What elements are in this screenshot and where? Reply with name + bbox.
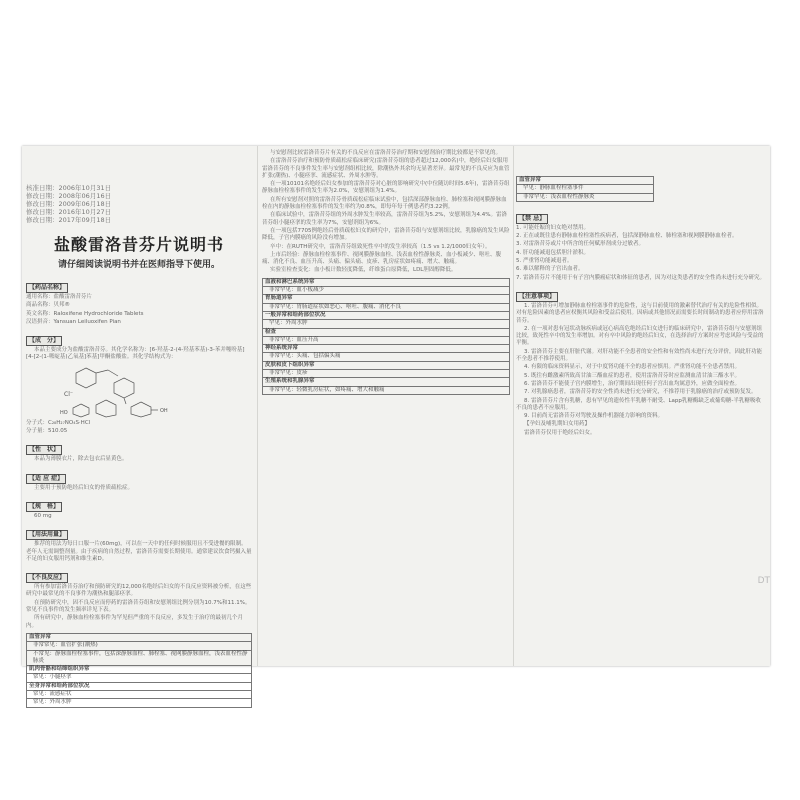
- table-row: [263, 287, 510, 295]
- table-category-cell: 血管异常: [27, 633, 252, 641]
- precaution-paragraph: 6. 雷洛昔芬不能使子宫内膜增生，治疗期间出现任何子宫出血均属意外，应做全面检查。: [524, 380, 740, 387]
- column-3: [516, 146, 766, 666]
- drug-name-line: 汉语拼音：Yansuan Leiluoxifen Pian: [26, 318, 121, 325]
- table-row: [263, 345, 510, 353]
- precaution-paragraph: 2. 在一项对患有冠状动脉疾病或冠心病高危绝经后妇女进行的临床研究中，雷洛昔芬组与安慰剂组比较，致死性卒中的发生率增加。对有卒中风险的绝经后妇女，在选择治疗方案时应考虑风险与受益的平衡。: [516, 325, 764, 347]
- table-row: [27, 691, 252, 699]
- table-row: [263, 361, 510, 369]
- table-category-cell: 一般异常和给药部位状况: [263, 311, 510, 319]
- contraindication-item: 7. 雷洛昔芬片不能用于有子宫内膜癌症状和体征的患者，因为对这类患者的安全性尚未进行充分研究。: [516, 274, 765, 281]
- precaution-paragraph: 【孕妇及哺乳期妇女用药】: [524, 421, 591, 428]
- document-title: 盐酸雷洛昔芬片说明书: [53, 235, 224, 254]
- adverse-paragraph: 所有参加雷洛昔芬治疗和预防研究的12,000名绝经后妇女的不良反应资料被分析，在这些研究中最常见的不良事件为潮热和腿部痉挛。: [26, 584, 252, 598]
- adverse-paragraph: 所有研究中，静脉血栓栓塞事件为罕见但严重的不良反应，多发生于治疗的最初几个月内。: [26, 615, 244, 629]
- table-row: [263, 295, 510, 303]
- precaution-paragraph: 7. 对乳腺癌患者，雷洛昔芬的安全性尚未进行充分研究，不推荐用于乳腺癌的治疗或预防复发。: [524, 389, 757, 396]
- contraindication-item: 1. 可能妊娠的妇女绝对禁用。: [516, 224, 589, 231]
- table-cell: 常见：小腿痉挛: [27, 674, 252, 682]
- table-row: [27, 682, 252, 690]
- table-cell: 非常罕见：血小板减少: [263, 287, 510, 295]
- table-row: [263, 370, 510, 378]
- adverse-paragraph: 在一项10101名绝经后妇女参加的雷洛昔芬对心脏的影响研究中(中位随访时间5.6年)，雷洛昔芬组静脉血栓栓塞事件的发生率为2.0%，安慰剂组为1.4%。: [262, 181, 510, 195]
- table-cell: 常见：外周水肿: [27, 699, 252, 707]
- table-category-cell: 检查: [263, 328, 510, 336]
- table-category-cell: 胃肠道异常: [263, 295, 510, 303]
- table-category-cell: 皮肤和皮下组织异常: [263, 361, 510, 369]
- table-cell: 非常罕见：血压升高: [263, 336, 510, 344]
- contraindication-item: 2. 正在或既往患有静脉血栓栓塞性疾病者，包括深静脉血栓、肺栓塞和视网膜静脉血栓者。: [516, 233, 738, 240]
- formula-line: 分子量：510.05: [26, 428, 68, 435]
- hydroxyl-label-left: HO: [60, 409, 68, 416]
- table-row: [517, 185, 654, 193]
- table-row: [263, 320, 510, 328]
- table-cell: 罕见：静脉血栓栓塞事件: [517, 185, 654, 193]
- adverse-text-block: [26, 584, 252, 630]
- revision-date: 核准日期：2006年10月31日: [26, 184, 112, 192]
- revision-date: 修改日期：2009年06月18日: [26, 200, 112, 208]
- table-row: [263, 378, 510, 386]
- table-category-cell: 生殖系统和乳腺异常: [263, 378, 510, 386]
- table-row: [517, 177, 654, 185]
- precaution-paragraph: 3. 雷洛昔芬主要在肝脏代谢。对肝功能不全患者的安全性和有效性尚未进行充分评价，因此肝功能不全患者不推荐使用。: [516, 348, 762, 363]
- table-row: [263, 278, 510, 286]
- section-adverse-header: 【不良反应】: [26, 573, 68, 583]
- table-row: [27, 633, 252, 641]
- contraindication-item: 6. 难以解释的子宫出血者。: [516, 266, 584, 273]
- adverse-paragraph: 实验室检查变化：血小板计数轻度降低，纤维蛋白原降低，LDL胆固醇降低。: [270, 267, 457, 274]
- precaution-paragraph: 5. 既往有雌激素所致高甘油三酯血症的患者，使用雷洛昔芬时应监测血清甘油三酯水平。: [524, 372, 740, 379]
- fold-line: [513, 146, 514, 666]
- table-row: [27, 642, 252, 650]
- table-cell: 非常罕见：胃肠道症状如恶心、呕吐、腹痛、消化不良: [263, 303, 510, 311]
- contraindication-item: 4. 肝功能减退包括胆汁淤积。: [516, 249, 589, 256]
- table-row: [263, 386, 510, 394]
- precaution-paragraph: 9. 目前尚无雷洛昔芬对驾驶及操作机器能力影响的资料。: [524, 413, 663, 420]
- hydroxyl-label: OH: [160, 407, 168, 414]
- precaution-paragraph: 1. 雷洛昔芬可增加静脉血栓栓塞事件的危险性，这与目前使用的激素替代治疗有关的危险性相似。对有危险因素的患者应权衡其风险和受益后使用。因病或其他情况而需要长时间制动的患者应停用雷洛昔芬。: [516, 302, 764, 324]
- adverse-paragraph: 在雷洛昔芬治疗和预防骨质疏松症临床研究(雷洛昔芬组的患者超过12,000名)中，绝经后妇女服用雷洛昔芬的不良事件发生率与安慰剂组相比较，除潮热外其余均无显著差异。最常见的不良反应为血管扩张(潮热)、小腿痉挛、流感症状、外周水肿等。: [262, 158, 510, 179]
- adverse-table-1: [26, 633, 252, 708]
- drug-name-line: 商品名称：贝邦®: [26, 302, 71, 309]
- table-cell: 非常罕见：浅表血栓性静脉炎: [517, 193, 654, 201]
- table-cell: 常见：流感症状: [27, 691, 252, 699]
- section-description-header: 【性 状】: [26, 445, 62, 455]
- table-category-cell: 肌肉骨骼和结缔组织异常: [27, 666, 252, 674]
- adverse-paragraph: 卒中：在RUTH研究中，雷洛昔芬组致死性卒中的发生率较高（1.5 vs 1.2/1000妇女年）。: [270, 243, 491, 250]
- precaution-paragraph: 4. 有限的临床资料显示，对于中度肾功能不全的患者应慎用。严重肾功能不全患者禁用。: [524, 364, 740, 371]
- table-row: [517, 193, 654, 201]
- ingredient-text: 本品主要成分为盐酸雷洛昔芬。其化学名称为：[6-羟基-2-(4-羟基苯基)-3-苯并噻吩基][4-[2-(1-哌啶基)乙氧基]苯基]甲酮盐酸盐。其化学结构式为：: [26, 347, 245, 361]
- table-row: [27, 699, 252, 707]
- revision-date: 修改日期：2016年10月27日: [26, 208, 112, 216]
- section-ingredients-header: 【成 分】: [26, 336, 62, 346]
- adverse-paragraph: 在临床试验中，雷洛昔芬组的外周水肿发生率较高，雷洛昔芬组为5.2%，安慰剂组为4.4%。雷洛昔芬组小腿痉挛的发生率为7%，安慰剂组为6%。: [262, 212, 507, 226]
- contraindication-item: 5. 严重肾功能减退者。: [516, 258, 573, 265]
- indications-text: 主要用于预防绝经后妇女的骨质疏松症。: [34, 484, 134, 491]
- drug-name-block: [26, 294, 252, 326]
- table-row: [27, 674, 252, 682]
- adverse-paragraph: 在预防研究中，因不良反应而停药的雷洛昔芬组和安慰剂组比例分别为10.7%和11.1%。常见不良事件的发生频率详见下表。: [26, 599, 251, 614]
- precaution-paragraph: 雷洛昔芬仅用于绝经后妇女。: [524, 429, 596, 436]
- table-cell: 非常罕见：头痛、包括偏头痛: [263, 353, 510, 361]
- section-spec-header: 【规 格】: [26, 502, 62, 512]
- table-category-cell: 血液和淋巴系统异常: [263, 278, 510, 286]
- spec-text: 60 mg: [34, 512, 52, 519]
- column-2: [262, 146, 510, 666]
- table-category-cell: 血管异常: [517, 177, 654, 185]
- table-row: [27, 650, 252, 666]
- adverse-paragraph: 与安慰剂比较雷洛昔芬片有关的不良反应在雷洛昔芬治疗期和安慰剂治疗期比较都是不常见的。: [270, 150, 502, 156]
- formula-line: 分子式：C₂₈H₂₇NO₄S·HCl: [26, 419, 91, 426]
- revision-date: 修改日期：2008年06月16日: [26, 192, 112, 200]
- drug-name-line: 通用名称：盐酸雷洛昔芬片: [26, 294, 93, 300]
- table-row: [27, 666, 252, 674]
- section-indications-header: 【适 应 症】: [26, 474, 66, 484]
- adverse-paragraph: 在一项包括7705例绝经后骨质疏松妇女的研究中，雷洛昔芬组与安慰剂组比较，乳腺癌的发生风险降低，子宫内膜癌的风险没有增加。: [262, 227, 510, 242]
- table-row: [263, 328, 510, 336]
- revision-dates: [26, 184, 252, 224]
- section-precautions-header: 【注意事项】: [516, 292, 558, 302]
- table-row: [263, 303, 510, 311]
- table-category-cell: 全身异常和给药部位状况: [27, 682, 252, 690]
- package-insert-sheet: [22, 146, 770, 706]
- chemical-structure: [26, 364, 252, 418]
- table-cell: 罕见：外周水肿: [263, 320, 510, 328]
- structure-diagram: [26, 364, 252, 418]
- table-row: [263, 311, 510, 319]
- revision-date: 修改日期：2017年09月18日: [26, 216, 112, 224]
- drug-name-line: 英文名称：Raloxifene Hydrochloride Tablets: [26, 310, 144, 317]
- precaution-paragraph: 8. 雷洛昔芬片含有乳糖，患有罕见的遗传性半乳糖不耐受、Lapp乳糖酶缺乏或葡萄糖-半乳糖吸收不良的患者不应服用。: [516, 397, 761, 411]
- section-contra-header: 【禁 忌】: [516, 214, 548, 224]
- adverse-paragraph: 上市后经验：静脉血栓栓塞事件、视网膜静脉血栓、浅表血栓性静脉炎、血小板减少、呕吐、腹痛、消化不良、血压升高、头痛、偏头痛、皮疹、乳房症状如疼痛、增大、触痛。: [262, 251, 502, 266]
- table-cell: 不常见：静脉血栓栓塞事件，包括深静脉血栓、肺栓塞、视网膜静脉血栓，浅表血栓性静脉炎: [27, 650, 252, 666]
- document-subtitle: 请仔细阅读说明书并在医师指导下使用。: [57, 260, 220, 270]
- section-name-header: 【药品名称】: [26, 283, 68, 293]
- contraindication-item: 3. 对雷洛昔芬或片中所含的任何赋形剂成分过敏者。: [516, 241, 644, 248]
- table-row: [263, 336, 510, 344]
- table-cell: 非常罕见：皮疹: [263, 370, 510, 378]
- contraindications-block: [516, 225, 766, 282]
- column-1: [26, 146, 252, 706]
- adverse-continued: [262, 150, 510, 275]
- table-cell: 非常常见：血管扩张(潮热): [27, 642, 252, 650]
- fold-line: [257, 146, 258, 666]
- formula-block: [26, 420, 252, 436]
- adverse-table-2: [262, 278, 510, 395]
- adverse-table-3: [516, 176, 654, 202]
- precautions-block: [516, 303, 766, 437]
- chloride-label: Cl⁻: [64, 390, 74, 398]
- description-text: 本品为薄膜衣片，除去包衣后显黄色。: [34, 456, 128, 463]
- watermark: DT: [757, 576, 770, 586]
- table-cell: 非常罕见：轻微乳房症状，如疼痛、增大和触痛: [263, 386, 510, 394]
- dosage-text: 推荐的用法为每日口服一片(60mg)，可以在一天中的任何时候服用且不受进餐的限制。老年人无需调整剂量。由于疾病的自然过程，雷洛昔芬需要长期使用。通常建议饮食钙摄入量不足的妇女服用钙剂和维生素D。: [26, 541, 252, 562]
- table-category-cell: 神经系统异常: [263, 345, 510, 353]
- section-dosage-header: 【用法用量】: [26, 530, 68, 540]
- adverse-paragraph: 在所有安慰剂对照的雷洛昔芬骨质疏松症临床试验中，包括深部静脉血栓、肺栓塞和视网膜静脉血栓在内的静脉血栓栓塞事件的发生率约为0.8%，即每年每千例患者约3.22例。: [262, 196, 507, 211]
- table-row: [263, 353, 510, 361]
